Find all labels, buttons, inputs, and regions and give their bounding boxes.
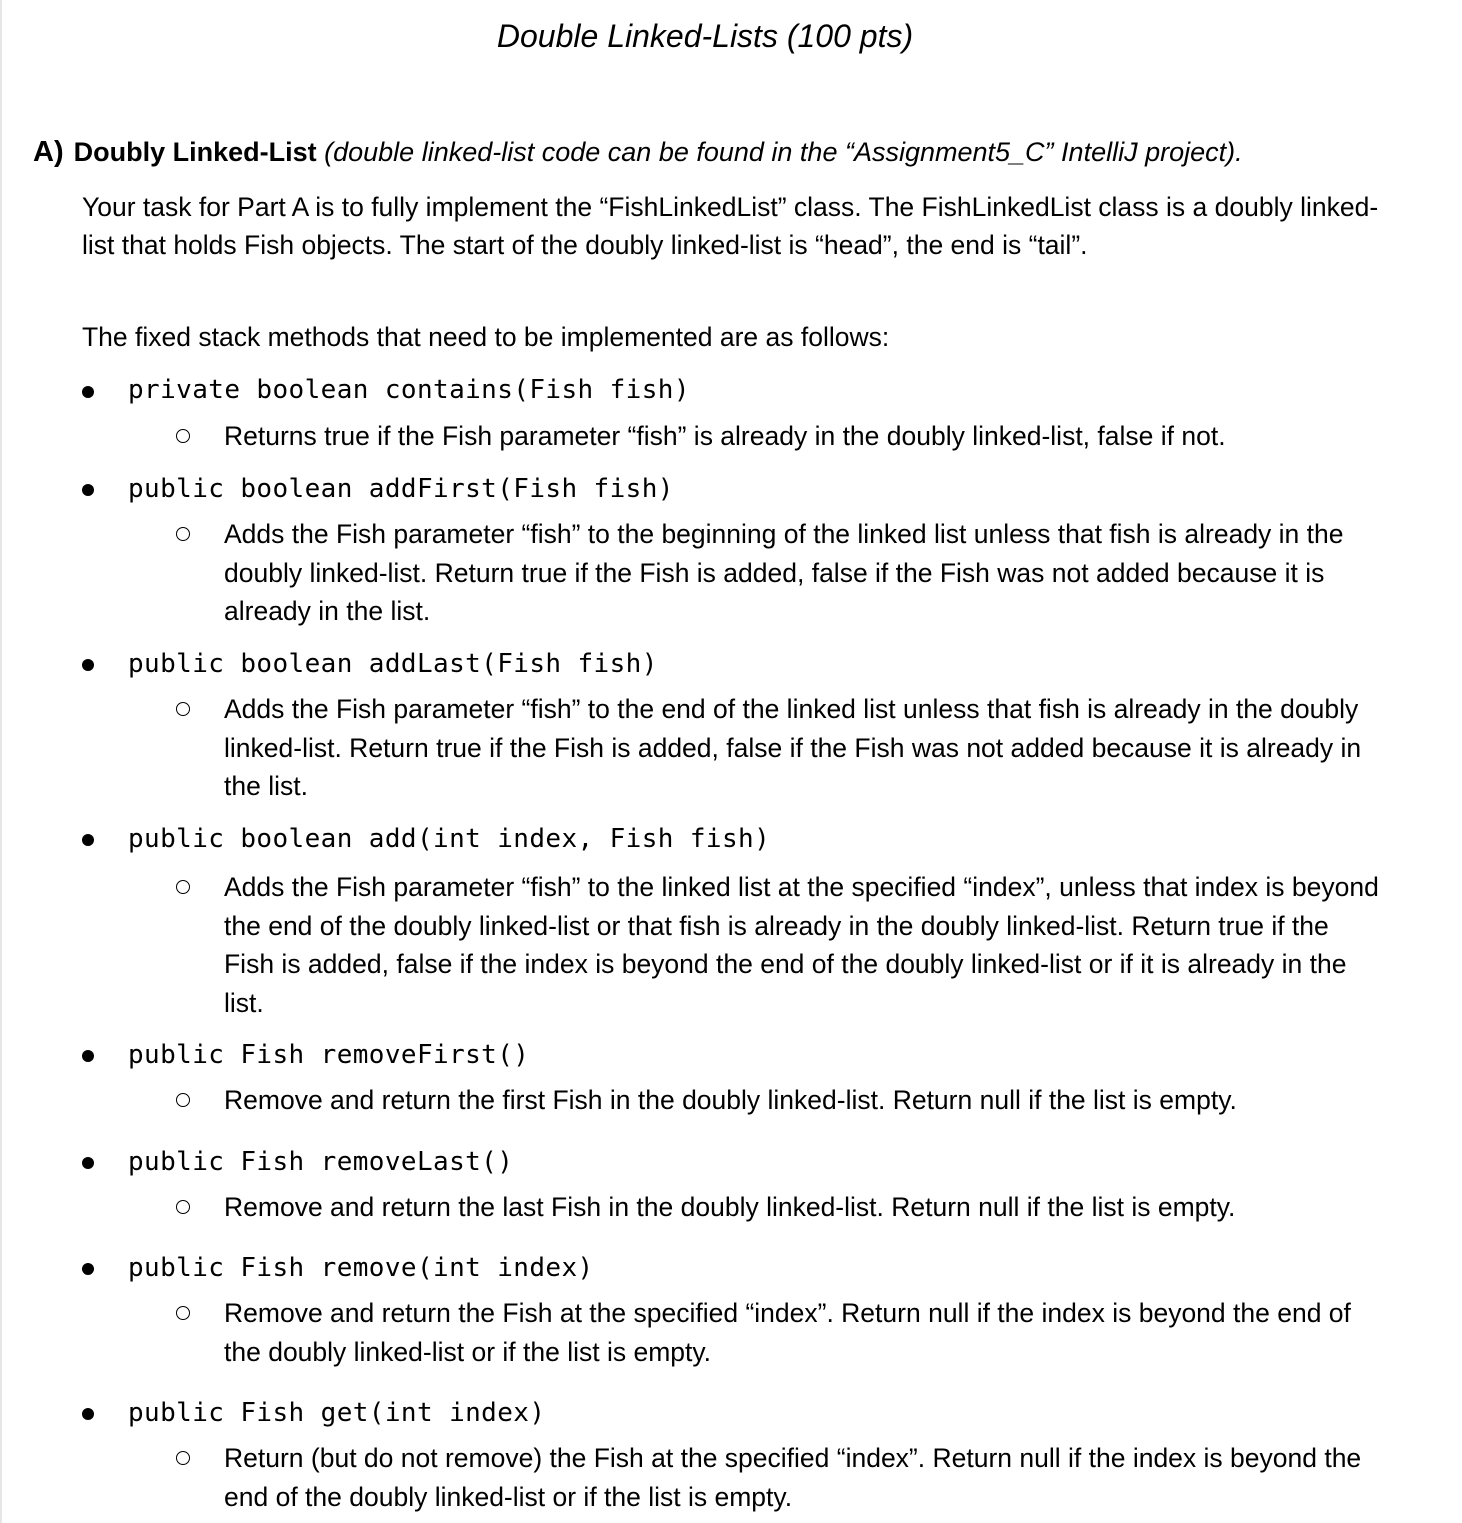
method-signature: public Fish removeFirst() xyxy=(128,1040,530,1070)
section-heading xyxy=(33,132,1243,172)
method-description: Remove and return the Fish at the specified “index”. Return null if the index is beyond the end of the doubly linked-list or if the list is empty. xyxy=(224,1298,1351,1367)
method-description: Adds the Fish parameter “fish” to the beginning of the linked list unless that fish is already in the doubly linked-list. Return true if the Fish is added, false if the Fish was not added because it is already in the list. xyxy=(224,519,1344,626)
method-description: Adds the Fish parameter “fish” to the linked list at the specified “index”, unless that index is beyond the end of the doubly linked-list or that fish is already in the doubly linked-list. Return true if the Fish is added, false if the index is beyond the end of the doubly linked-list or if it is already in the list. xyxy=(224,872,1379,1018)
circle-bullet-icon xyxy=(176,1306,190,1320)
methods-lead-text: The fixed stack methods that need to be implemented are as follows: xyxy=(82,322,890,352)
method-description: Remove and return the first Fish in the doubly linked-list. Return null if the list is empty. xyxy=(224,1085,1237,1115)
intro-paragraph: Your task for Part A is to fully implement the “FishLinkedList” class. The FishLinkedList class is a doubly linked-list that holds Fish objects. The start of the doubly linked-list is “head”, the end is “tail”. xyxy=(82,192,1379,260)
method-description: Adds the Fish parameter “fish” to the end of the linked list unless that fish is already in the doubly linked-list. Return true if the Fish is added, false if the Fish was not added because it is already in the list. xyxy=(224,694,1362,801)
page-edge-rule xyxy=(0,0,2,1523)
circle-bullet-icon xyxy=(176,527,190,541)
page-title: Double Linked-Lists (100 pts) xyxy=(496,18,914,54)
bullet-icon xyxy=(82,659,98,675)
method-description: Remove and return the last Fish in the doubly linked-list. Return null if the list is empty. xyxy=(224,1192,1236,1222)
section-note: (double linked-list code can be found in the “Assignment5_C” IntelliJ project). xyxy=(324,137,1243,167)
bullet-icon xyxy=(82,1408,98,1424)
circle-bullet-icon xyxy=(176,1093,190,1107)
bullet-icon xyxy=(82,1157,98,1173)
bullet-icon xyxy=(82,1263,98,1279)
method-signature: public boolean add(int index, Fish fish) xyxy=(128,824,771,854)
method-signature: public Fish remove(int index) xyxy=(128,1253,594,1283)
circle-bullet-icon xyxy=(176,1200,190,1214)
method-signature: public boolean addLast(Fish fish) xyxy=(128,649,658,679)
circle-bullet-icon xyxy=(176,880,190,894)
bullet-icon xyxy=(82,484,98,500)
circle-bullet-icon xyxy=(176,1451,190,1465)
method-description: Returns true if the Fish parameter “fish” is already in the doubly linked-list, false if not. xyxy=(224,421,1226,451)
section-letter: A) xyxy=(33,136,64,168)
bullet-icon xyxy=(82,386,98,402)
bullet-icon xyxy=(82,1050,98,1066)
method-signature: public boolean addFirst(Fish fish) xyxy=(128,474,674,504)
section-title: Doubly Linked-List xyxy=(73,137,317,167)
circle-bullet-icon xyxy=(176,429,190,443)
method-description: Return (but do not remove) the Fish at the specified “index”. Return null if the index is beyond the end of the doubly linked-list or if the list is empty. xyxy=(224,1443,1362,1512)
circle-bullet-icon xyxy=(176,702,190,716)
method-signature: public Fish get(int index) xyxy=(128,1398,546,1428)
bullet-icon xyxy=(82,834,98,850)
method-signature: private boolean contains(Fish fish) xyxy=(128,375,690,405)
method-signature: public Fish removeLast() xyxy=(128,1147,514,1177)
